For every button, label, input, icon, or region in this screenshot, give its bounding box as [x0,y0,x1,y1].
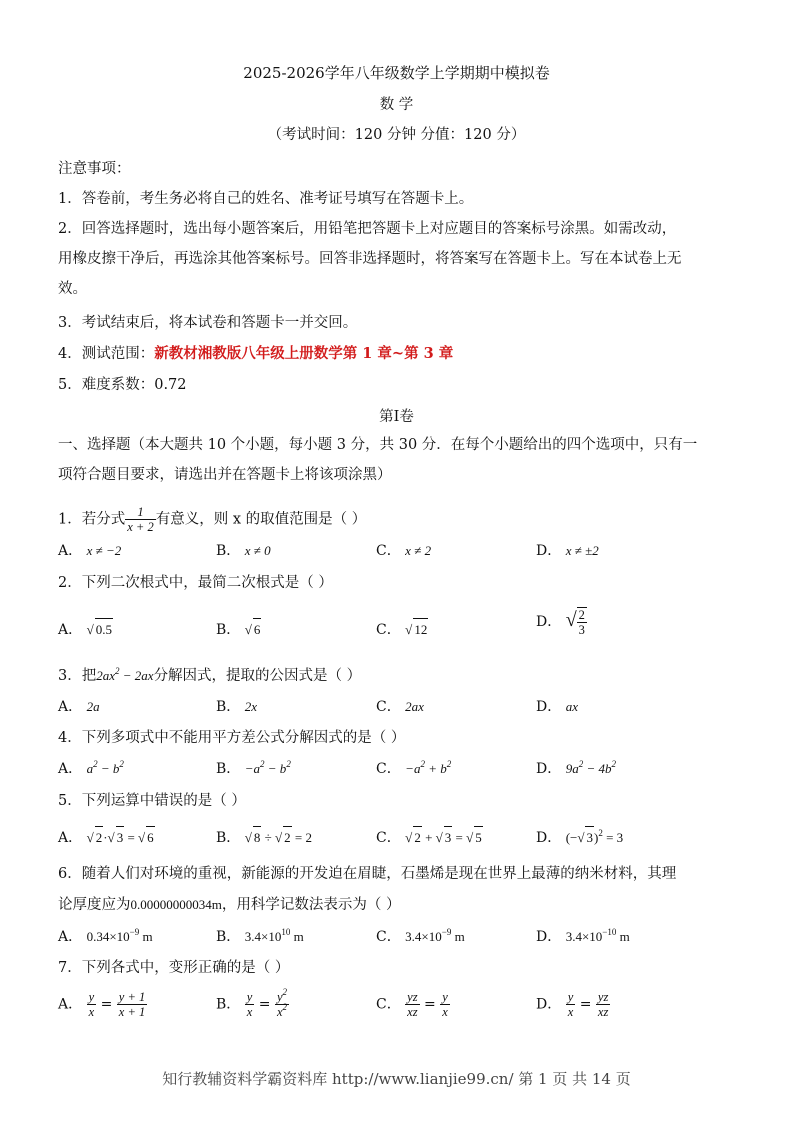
q1-option-a: A． x ≠ −2 [58,543,122,559]
subject-title: 数 学 [379,97,414,113]
q5-option-d: D． (−√ 3)$^2$ = 3 [536,826,623,849]
q1-fraction: $\frac{1}{x + 2}$ [127,505,154,534]
q1-suffix: 有意义，则 x 的取值范围是（ ） [155,511,367,528]
q4-option-b: B． $-a^2 - b^2$ [216,759,291,777]
note-4 [58,343,453,365]
exam-info: （考试时间：120 分钟 分值：120 分） [267,127,526,143]
q1-option-b: B． x ≠ 0 [216,543,271,559]
q1-option-d: D． x ≠ ±2 [536,543,599,559]
note-5: 5．难度系数：0.72 [58,377,187,393]
question-3 [58,665,361,687]
test-scope: 新教材湘教版八年级上册数学第 1 章~第 3 章 [154,345,454,362]
q7-option-b: B． $\frac{y}{x}$ = $\frac{y^2}{x^2}$ [216,987,288,1019]
q6-option-c: C． $3.4\times 10^{-9}$ m [376,927,465,945]
section-heading-line1: 一、选择题（本大题共 10 个小题，每小题 3 分，共 30 分．在每个小题给出的四个选项中，只有一 [58,437,698,453]
page-footer: 知行教辅资料学霸资料库 http://www.lianjie99.cn/ 第 1 页 共 14 页 [162,1070,631,1088]
q2-option-a: A． √ 0.5 [58,618,113,641]
volume-title: 第Ⅰ卷 [379,409,414,425]
note-2-line1: 2．回答选择题时，选出每小题答案后，用铅笔把答题卡上对应题目的答案标号涂黑。如需改动， [58,221,677,237]
question-6-line2: 论厚度应为0.00000000034m，用科学记数法表示为（ ） [58,897,401,913]
note-2-line3: 效。 [58,281,87,297]
q3-option-b: B． 2x [216,699,258,715]
q3-prefix: 3．把 [58,668,97,684]
q3-expression: $2ax^2 - 2ax$ [96,666,154,683]
q4-option-c: C． $-a^2 + b^2$ [376,759,452,777]
q7-option-d: D． $\frac{y}{x}$ = $\frac{yz}{xz}$ [536,990,609,1019]
q1-option-c: C． x ≠ 2 [376,543,432,559]
note-3: 3．考试结束后，将本试卷和答题卡一并交回。 [58,315,358,331]
question-7: 7．下列各式中，变形正确的是（ ） [58,960,290,976]
q2-option-d: D． √ $\frac{2}{3}$ [536,608,585,637]
note-1: 1．答卷前，考生务必将自己的姓名、准考证号填写在答题卡上。 [58,191,474,207]
q6-value: 0.00000000034m [130,897,222,912]
q3-option-c: C． 2ax [376,699,424,715]
q6-option-a: A． $0.34\times 10^{-9}$ m [58,927,153,945]
q2-option-c: C． √ 12 [376,618,428,641]
note-4-prefix: 4．测试范围： [58,346,155,362]
question-5: 5．下列运算中错误的是（ ） [58,793,246,809]
q5-option-c: C． √ 2 + √ 3 = √ 5 [376,826,483,849]
q3-suffix: 分解因式，提取的公因式是（ ） [153,668,362,684]
note-2-line2: 用橡皮擦干净后，再选涂其他答案标号。回答非选择题时，将答案写在答题卡上。写在本试卷上无 [58,251,682,267]
question-2: 2．下列二次根式中，最简二次根式是（ ） [58,575,333,591]
q4-option-d: D． $9a^2 - 4b^2$ [536,759,616,777]
q3-option-d: D． ax [536,699,578,715]
q7-option-a: A． $\frac{y}{x}$ = $\frac{y + 1}{x + 1}$ [58,990,146,1019]
q3-option-a: A． 2a [58,699,100,715]
question-6-line1: 6．随着人们对环境的重视，新能源的开发迫在眉睫，石墨烯是现在世界上最薄的纳米材料，其理 [58,866,677,882]
q2-option-b: B． √ 6 [216,618,261,641]
question-4: 4．下列多项式中不能用平方差公式分解因式的是（ ） [58,730,406,746]
question-1 [58,505,366,534]
q5-option-b: B． √ 8 ÷ √ 2 = 2 [216,826,312,849]
q7-option-c: C． $\frac{yz}{xz}$ = $\frac{y}{x}$ [376,990,448,1019]
section-heading-line2: 项符合题目要求，请选出并在答题卡上将该项涂黑） [58,467,392,483]
exam-title: 2025-2026学年八年级数学上学期期中模拟卷 [243,64,550,82]
q6-option-d: D． $3.4\times 10^{-10}$ m [536,927,630,945]
q4-option-a: A． $a^2 - b^2$ [58,759,124,777]
q5-option-a: A． √ 2·√ 3 = √ 6 [58,826,155,849]
q6-option-b: B． $3.4\times 10^{10}$ m [216,927,304,945]
notes-heading: 注意事项： [58,161,131,177]
q1-prefix: 1．若分式 [58,511,126,528]
